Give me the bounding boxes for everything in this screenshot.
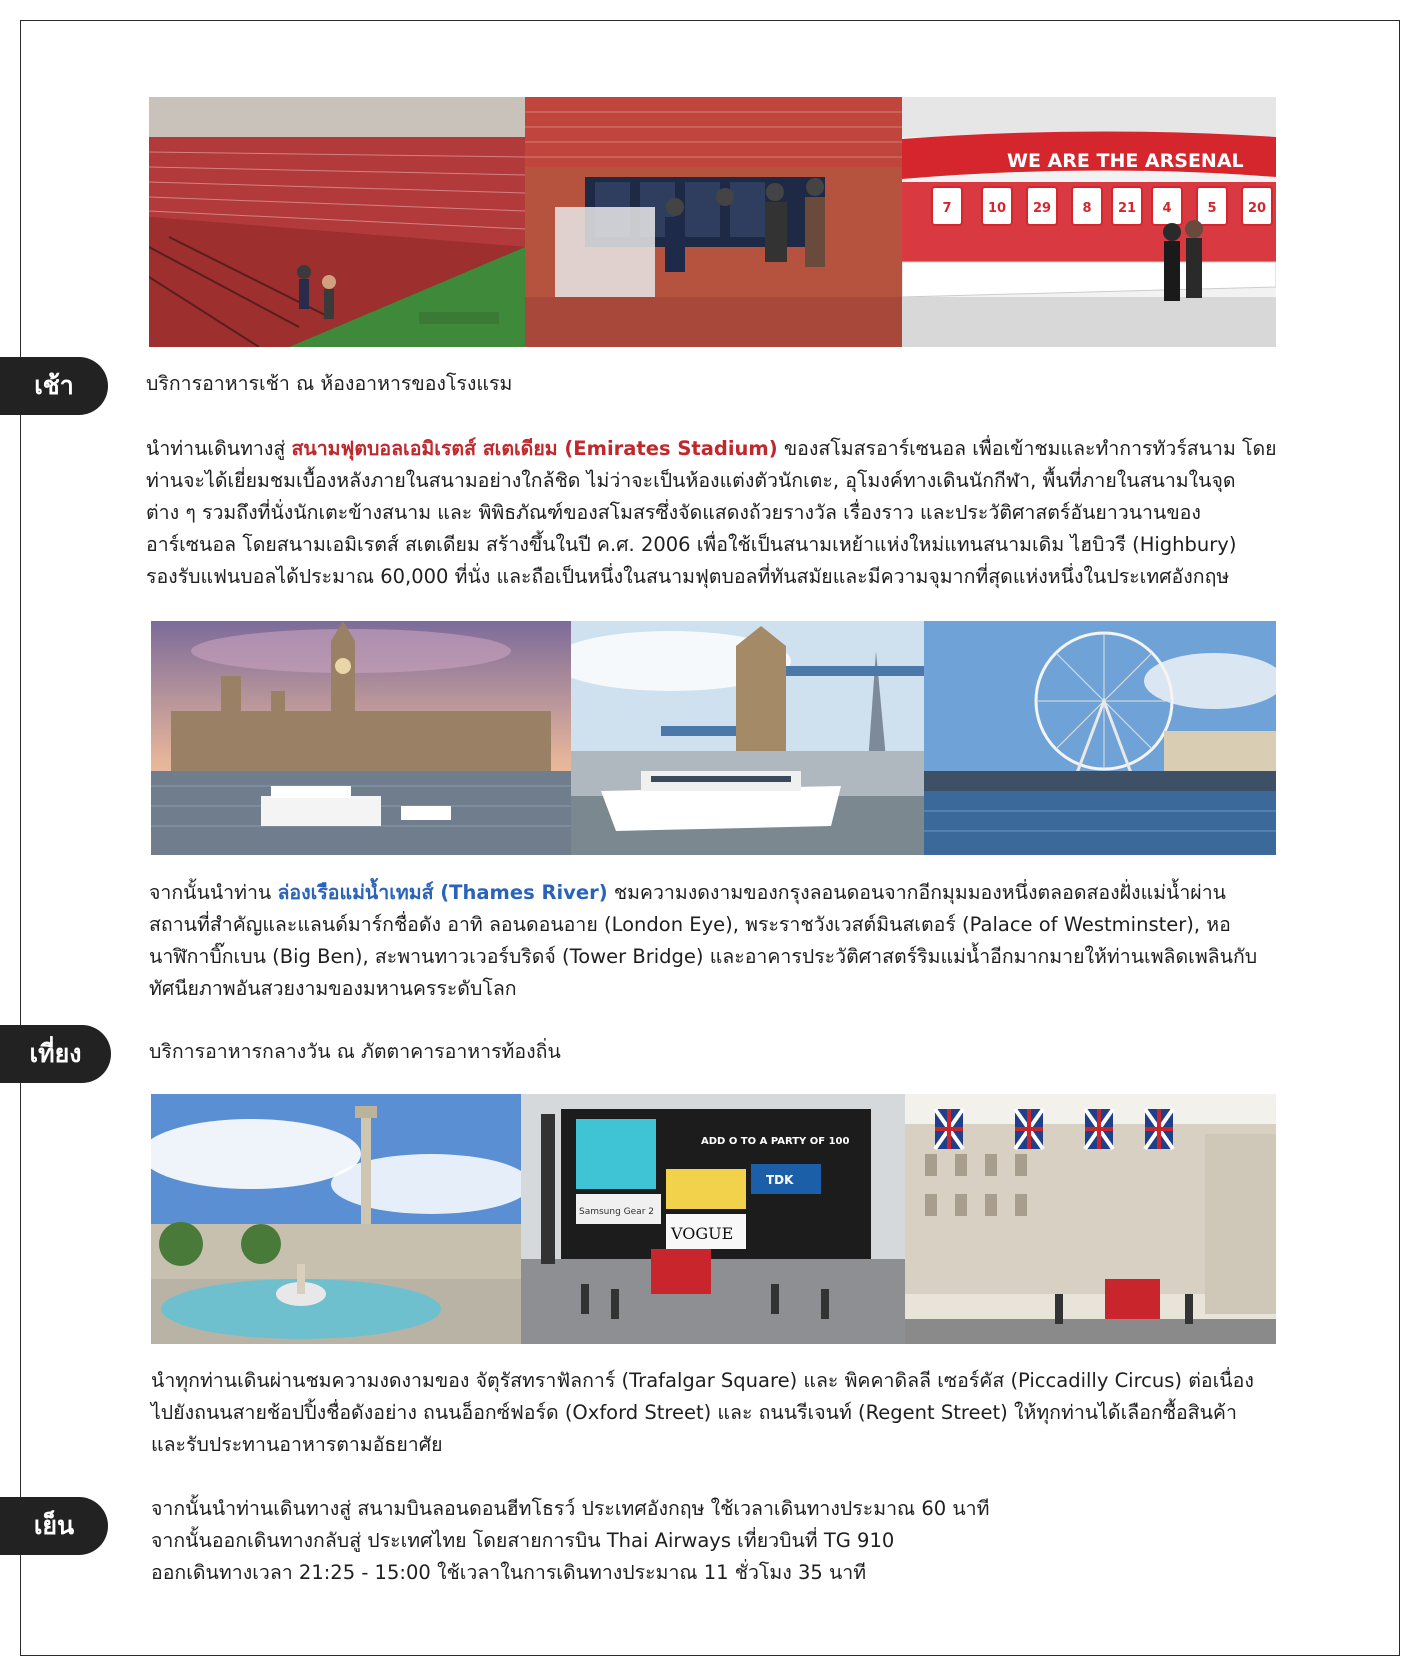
stadium-line-2: ท่านจะได้เยี่ยมชมเบื้องหลังภายในสนามอย่างใกล้ชิด ไม่ว่าจะเป็นห้องแต่งตัวนักเตะ, อุโมงค์ทางเดินนักกีฬา, พื้นที่ภายในสนามในจุด xyxy=(146,469,1236,492)
shirt-number: 21 xyxy=(1117,201,1137,216)
evening-line-3: ออกเดินทางเวลา 21:25 - 15:00 ใช้เวลาในการเดินทางประมาณ 11 ชั่วโมง 35 นาที xyxy=(151,1561,867,1584)
stadium-line-3: ต่าง ๆ รวมถึงที่นั่งนักเตะข้างสนาม และ พิพิธภัณฑ์ของสโมสรซึ่งจัดแสดงถ้วยรางวัล เรื่องราว และประวัติศาสตร์อันยาวนานของ xyxy=(146,501,1201,524)
noon-tag-label: เที่ยง xyxy=(29,1039,82,1068)
breakfast-line: บริการอาหารเช้า ณ ห้องอาหารของโรงแรม xyxy=(146,372,513,395)
billboard-top-text: ADD O TO A PARTY OF 100 xyxy=(701,1136,850,1147)
trafalgar-square-photo xyxy=(151,1094,521,1344)
billboard-vogue-text: VOGUE xyxy=(671,1224,734,1243)
evening-line-2: จากนั้นออกเดินทางกลับสู่ ประเทศไทย โดยสายการบิน Thai Airways เที่ยวบินที่ TG 910 xyxy=(151,1529,895,1552)
thames-line-1 xyxy=(149,877,1257,909)
stadium-paragraph xyxy=(146,433,1277,593)
city-walk-line-2: ไปยังถนนสายช้อปปิ้งชื่อดังอย่าง ถนนอ็อกซ์ฟอร์ด (Oxford Street) และ ถนนรีเจนท์ (Regent Street) ให้ทุกท่านได้เลือกซื้อสินค้า xyxy=(151,1401,1237,1424)
city-photo-row xyxy=(151,1094,1276,1344)
shirt-number: 5 xyxy=(1207,201,1217,216)
thames-paragraph xyxy=(149,877,1257,1005)
tower-bridge-photo xyxy=(571,621,924,855)
breakfast-text xyxy=(146,368,512,400)
morning-section-tag xyxy=(0,357,108,415)
billboard-tdk-text: TDK xyxy=(766,1173,794,1187)
stadium-intro: นำท่านเดินทางสู่ xyxy=(146,437,292,460)
morning-tag-label: เช้า xyxy=(34,371,74,400)
shirt-number: 8 xyxy=(1082,201,1092,216)
stadium-line-5: รองรับแฟนบอลได้ประมาณ 60,000 ที่นั่ง และถือเป็นหนึ่งในสนามฟุตบอลที่ทันสมัยและมีความจุมากที่สุดแห่งหนึ่งในประเทศอังกฤษ xyxy=(146,565,1230,588)
thames-line-2: สถานที่สำคัญและแลนด์มาร์กชื่อดัง อาทิ ลอนดอนอาย (London Eye), พระราชวังเวสต์มินสเตอร์ (Palace of Westminster), หอ xyxy=(149,913,1231,936)
lunch-text xyxy=(149,1036,561,1068)
city-walk-line-1: นำทุกท่านเดินผ่านชมความงดงามของ จัตุรัสทราฟัลการ์ (Trafalgar Square) และ พิคคาดิลลี เซอร์คัส (Piccadilly Circus) ต่อเนื่อง xyxy=(151,1369,1254,1392)
arsenal-dressing-room-photo xyxy=(902,97,1276,347)
city-walk-line-3: และรับประทานอาหารตามอัธยาศัย xyxy=(151,1433,443,1456)
stadium-photo-row xyxy=(149,97,1276,347)
thames-intro: จากนั้นนำท่าน xyxy=(149,881,278,904)
shirt-number: 7 xyxy=(942,201,952,216)
thames-line-3: นาฬิกาบิ๊กเบน (Big Ben), สะพานทาวเวอร์บริดจ์ (Tower Bridge) และอาคารประวัติศาสตร์ริมแม่น้ำอีกมากมายให้ท่านเพลิดเพลินกับ xyxy=(149,945,1258,968)
stadium-stands-photo xyxy=(149,97,525,347)
evening-paragraph xyxy=(151,1493,989,1589)
shirt-number: 10 xyxy=(987,201,1007,216)
noon-section-tag xyxy=(0,1025,111,1083)
thames-river-highlight: ล่องเรือแม่น้ำเทมส์ (Thames River) xyxy=(277,881,608,904)
thames-photo-row xyxy=(151,621,1276,855)
lunch-line: บริการอาหารกลางวัน ณ ภัตตาคารอาหารท้องถิ่น xyxy=(149,1040,561,1063)
regent-street-photo xyxy=(905,1094,1276,1344)
stadium-line-1-rest: ของสโมสรอาร์เซนอล เพื่อเข้าชมและทำการทัวร์สนาม โดย xyxy=(777,437,1277,460)
thames-line-4: ทัศนียภาพอันสวยงามของมหานครระดับโลก xyxy=(149,977,517,1000)
piccadilly-circus-photo xyxy=(521,1094,905,1344)
evening-tag-label: เย็น xyxy=(33,1511,75,1540)
billboard-gear-text: Samsung Gear 2 xyxy=(579,1207,654,1217)
emirates-stadium-highlight: สนามฟุตบอลเอมิเรตส์ สเตเดียม (Emirates Stadium) xyxy=(291,437,778,460)
shirt-number: 20 xyxy=(1247,201,1267,216)
stadium-dugout-photo xyxy=(525,97,902,347)
evening-section-tag xyxy=(0,1497,108,1555)
westminster-photo xyxy=(151,621,571,855)
thames-line-1-rest: ชมความงดงามของกรุงลอนดอนจากอีกมุมมองหนึ่งตลอดสองฝั่งแม่น้ำผ่าน xyxy=(607,881,1226,904)
stadium-line-4: อาร์เซนอล โดยสนามเอมิเรตส์ สเตเดียม สร้างขึ้นในปี ค.ศ. 2006 เพื่อใช้เป็นสนามเหย้าแห่งใหม่แทนสนามเดิม ไฮบิวรี (Highbury) xyxy=(146,533,1237,556)
evening-line-1: จากนั้นนำท่านเดินทางสู่ สนามบินลอนดอนฮีทโธรว์ ประเทศอังกฤษ ใช้เวลาเดินทางประมาณ 60 นาที xyxy=(151,1497,990,1520)
arsenal-banner-text: WE ARE THE ARSENAL xyxy=(1007,150,1244,172)
london-eye-photo xyxy=(924,621,1276,855)
stadium-line-1 xyxy=(146,433,1277,465)
city-walk-paragraph xyxy=(151,1365,1254,1461)
shirt-number: 4 xyxy=(1162,201,1172,216)
shirt-number: 29 xyxy=(1032,201,1052,216)
